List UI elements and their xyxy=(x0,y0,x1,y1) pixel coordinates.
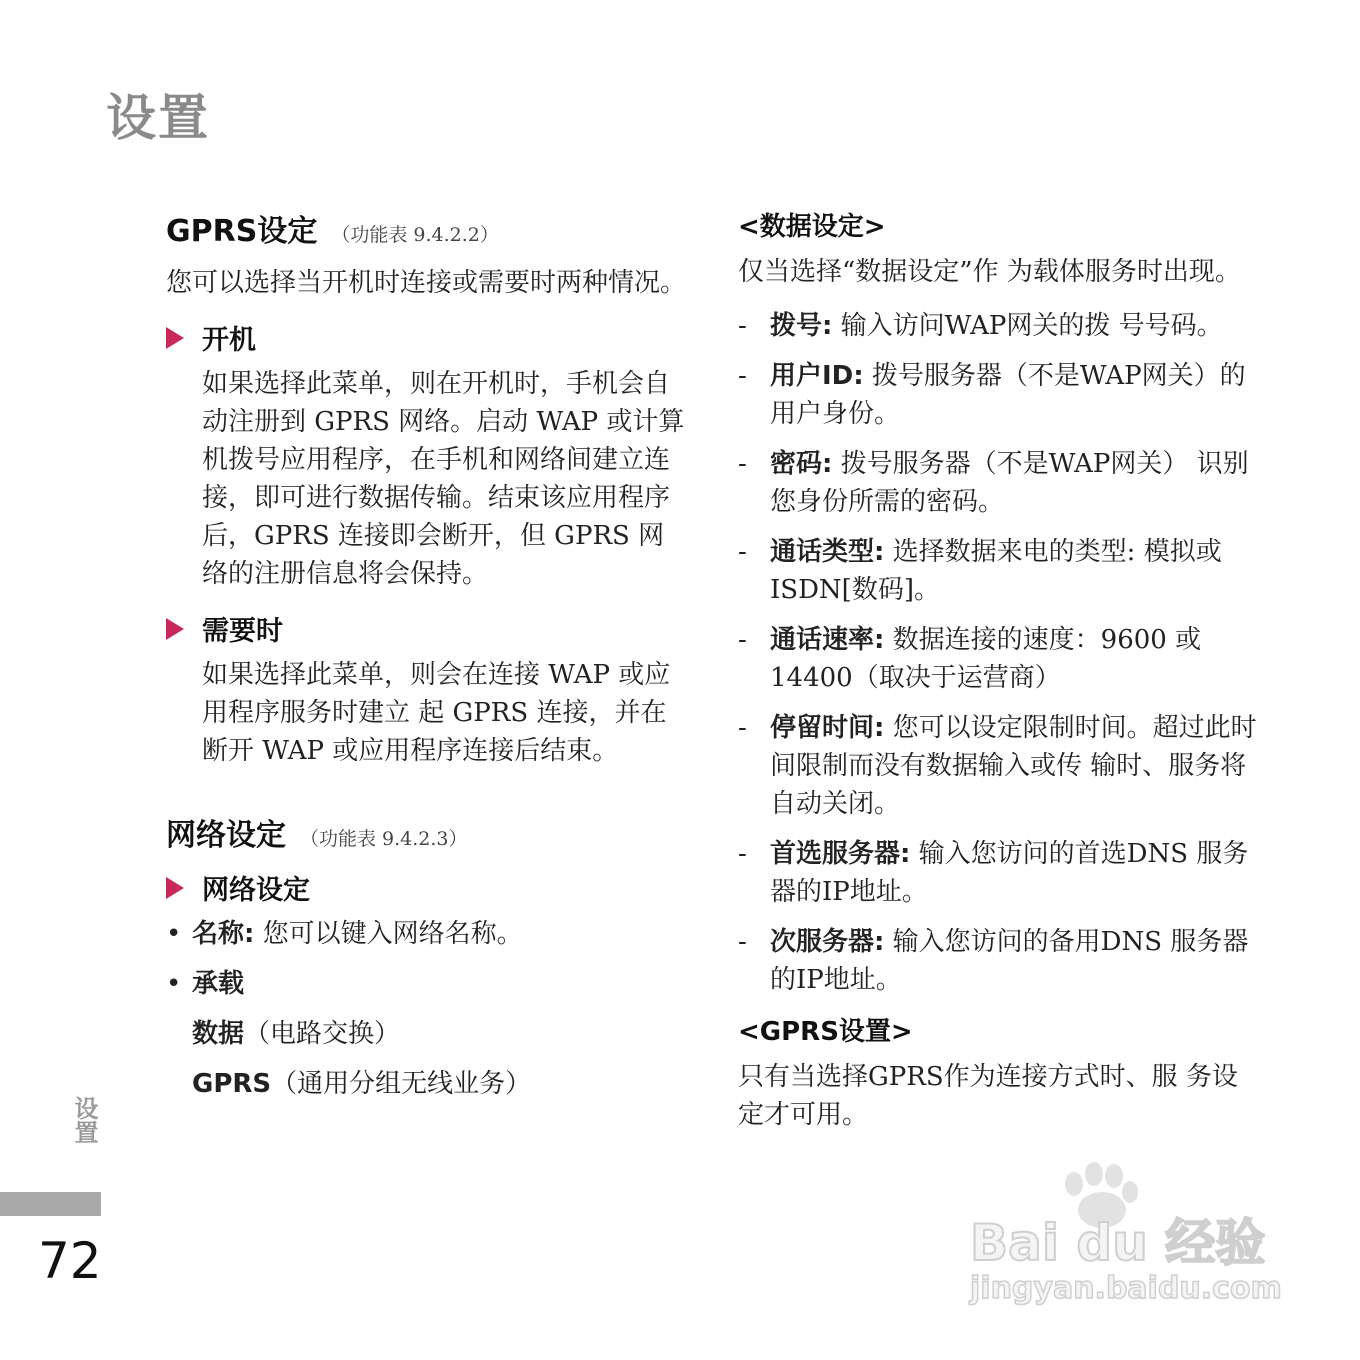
item-label: 停留时间: xyxy=(770,713,885,743)
list-item xyxy=(738,307,1258,345)
gprs-settings-text: 只有当选择GPRS作为连接方式时、服 务设定才可用。 xyxy=(738,1062,1238,1130)
item-text: 输入您访问的备用DNS 服务器的IP地址。 xyxy=(770,927,1249,995)
bullet-dot-icon: • xyxy=(166,919,182,949)
bearer-option-label: GPRS xyxy=(192,1069,272,1099)
data-settings-heading: <数据设定> xyxy=(738,212,886,242)
item-label: 通话速率: xyxy=(770,625,885,655)
triangle-icon xyxy=(166,618,184,640)
list-item xyxy=(738,621,1258,697)
watermark-brand: Bai du 经验 xyxy=(970,1214,1266,1272)
bullet-dot-icon: • xyxy=(166,969,182,999)
option-when-needed xyxy=(166,609,686,648)
network-section-heading xyxy=(166,810,686,854)
item-text: 选择数据来电的类型: 模拟或ISDN[数码]。 xyxy=(770,537,1222,605)
bearer-option-text: （通用分组无线业务） xyxy=(271,1069,532,1099)
list-item xyxy=(738,835,1258,911)
list-item xyxy=(738,923,1258,999)
list-item xyxy=(738,709,1258,823)
dash-marker: - xyxy=(738,311,747,341)
bearer-gprs-line xyxy=(192,1065,686,1103)
dash-marker: - xyxy=(738,361,747,391)
gprs-section-heading xyxy=(166,206,686,250)
side-section-label: 设置 xyxy=(70,1096,98,1144)
side-tab-bar xyxy=(0,1192,101,1216)
item-text: 输入访问WAP网关的拨 号号码。 xyxy=(832,311,1223,341)
page-number: 72 xyxy=(38,1232,102,1290)
right-column xyxy=(738,206,1258,1150)
bullet-bearer xyxy=(166,965,686,1003)
dash-marker: - xyxy=(738,839,747,869)
gprs-intro: 您可以选择当开机时连接或需要时两种情况。 xyxy=(166,268,687,298)
option-body: 如果选择此菜单，则会在连接 WAP 或应用程序服务时建立 起 GPRS 连接，并在断开 WAP 或应用程序连接后结束。 xyxy=(202,660,671,766)
bearer-option-text: （电路交换） xyxy=(244,1019,401,1049)
item-text: 输入您访问的首选DNS 服务器的IP地址。 xyxy=(770,839,1249,907)
option-power-on xyxy=(166,318,686,357)
list-item xyxy=(738,533,1258,609)
option-label: 开机 xyxy=(202,325,256,356)
option-label: 需要时 xyxy=(202,616,283,647)
item-label: 通话类型: xyxy=(770,537,885,567)
left-column xyxy=(166,206,686,1115)
dash-marker: - xyxy=(738,625,747,655)
gprs-section-title: GPRS设定 xyxy=(166,214,318,249)
item-text: 拨号服务器（不是WAP网关）的用户身份。 xyxy=(770,361,1246,429)
triangle-icon xyxy=(166,327,184,349)
baidu-watermark xyxy=(962,1160,1292,1310)
bullet-text: 您可以键入网络名称。 xyxy=(254,919,523,949)
item-label: 次服务器: xyxy=(770,927,885,957)
item-text: 数据连接的速度：9600 或 14400（取决于运营商） xyxy=(770,625,1202,693)
item-label: 首选服务器: xyxy=(770,839,911,869)
item-label: 用户ID: xyxy=(770,361,864,391)
data-settings-intro: 仅当选择“数据设定”作 为载体服务时出现。 xyxy=(738,257,1241,287)
network-sub-heading xyxy=(166,868,686,907)
network-section-title: 网络设定 xyxy=(166,818,286,853)
option-label: 网络设定 xyxy=(202,875,310,906)
bullet-label: 名称: xyxy=(192,919,255,949)
watermark-url: jingyan.baidu.com xyxy=(970,1271,1282,1306)
option-body: 如果选择此菜单，则在开机时，手机会自动注册到 GPRS 网络。启动 WAP 或计算机拨号应用程序，在手机和网络间建立连接，即可进行数据传输。结束该应用程序后，GPRS 连接即会断开，但 GPRS 网络的注册信息将会保持。 xyxy=(202,369,685,589)
page-title: 设置 xyxy=(106,89,210,147)
item-text: 拨号服务器（不是WAP网关） 识别您身份所需的密码。 xyxy=(770,449,1249,517)
list-item xyxy=(738,357,1258,433)
gprs-settings-heading: <GPRS设置> xyxy=(738,1017,913,1047)
dash-marker: - xyxy=(738,927,747,957)
item-label: 拨号: xyxy=(770,311,833,341)
list-item xyxy=(738,445,1258,521)
item-label: 密码: xyxy=(770,449,833,479)
bearer-option-label: 数据 xyxy=(192,1019,245,1049)
item-text: 您可以设定限制时间。超过此时间限制而没有数据输入或传 输时、服务将自动关闭。 xyxy=(770,713,1257,819)
bullet-label: 承载 xyxy=(192,969,245,999)
dash-marker: - xyxy=(738,449,747,479)
network-section-ref: （功能表 9.4.2.3） xyxy=(300,828,468,850)
bearer-data-line xyxy=(192,1015,686,1053)
dash-marker: - xyxy=(738,713,747,743)
gprs-section-ref: （功能表 9.4.2.2） xyxy=(331,224,499,246)
triangle-icon xyxy=(166,877,184,899)
dash-marker: - xyxy=(738,537,747,567)
bullet-name xyxy=(166,915,686,953)
